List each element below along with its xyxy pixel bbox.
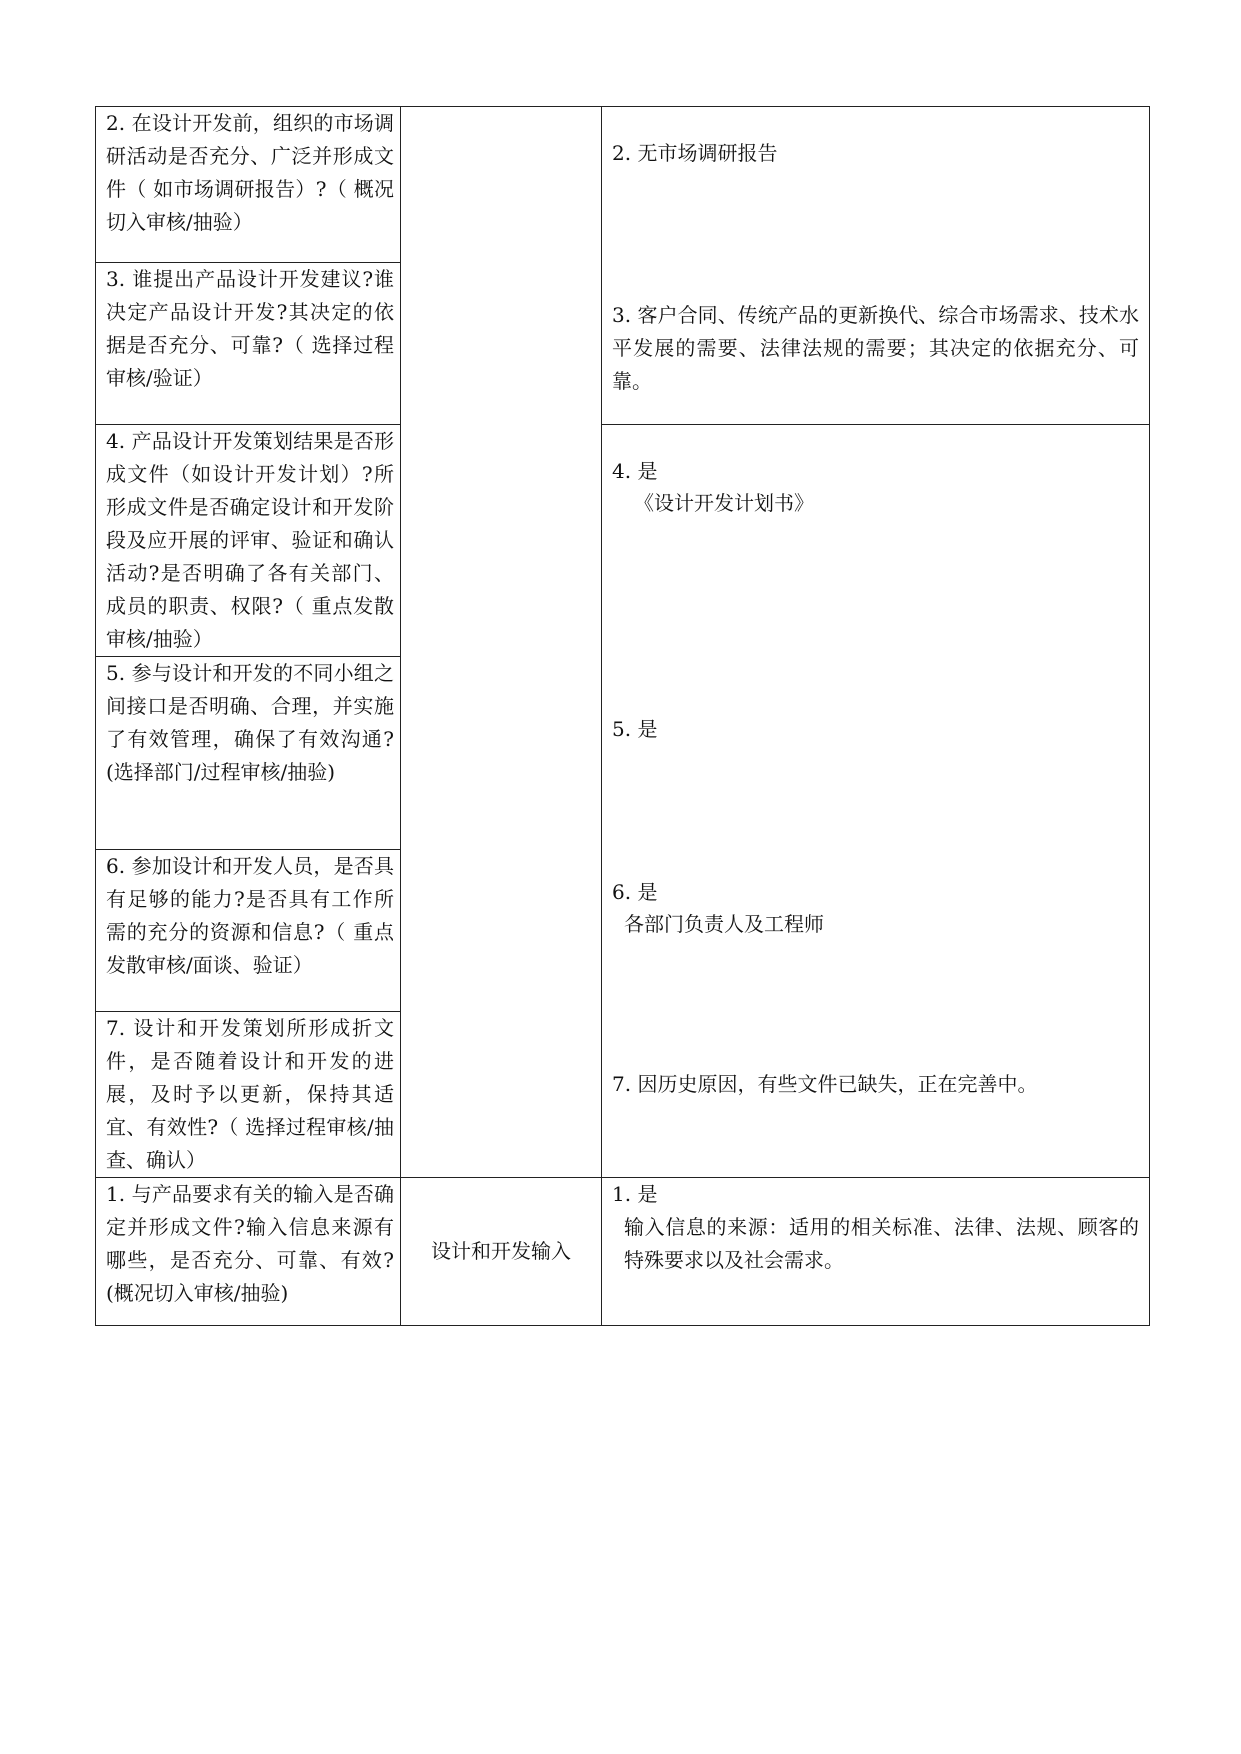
answer-line: 2. 无市场调研报告	[612, 141, 778, 165]
question-text: 2. 在设计开发前，组织的市场调研活动是否充分、广泛并形成文件（ 如市场调研报告）?（ 概况切入审核/抽验）	[106, 111, 394, 234]
question-text: 4. 产品设计开发策划结果是否形成文件（如设计开发计划）?所形成文件是否确定设计和开发阶段及应开展的评审、验证和确认活动?是否明确了各有关部门、成员的职责、权限?（ 重点发散审核/抽验）	[106, 429, 394, 651]
answer-line: 5. 是	[612, 717, 658, 741]
question-text: 6. 参加设计和开发人员，是否具有足够的能力?是否具有工作所需的充分的资源和信息?（ 重点发散审核/面谈、验证）	[106, 854, 394, 977]
answer-cell	[602, 107, 1150, 425]
category-cell	[401, 1178, 602, 1326]
answer-line: 7. 因历史原因，有些文件已缺失，正在完善中。	[612, 1072, 1038, 1096]
question-text: 5. 参与设计和开发的不同小组之间接口是否明确、合理，并实施了有效管理，确保了有效沟通?(选择部门/过程审核/抽验)	[106, 661, 394, 784]
answer-line: 各部门负责人及工程师	[624, 912, 824, 936]
answer-line: 《设计开发计划书》	[634, 491, 814, 515]
category-cell-empty	[401, 107, 602, 1178]
question-cell	[96, 425, 401, 657]
question-cell	[96, 107, 401, 263]
answer-cell	[602, 1178, 1150, 1326]
question-cell	[96, 1178, 401, 1326]
question-cell	[96, 263, 401, 425]
question-text: 1. 与产品要求有关的输入是否确定并形成文件?输入信息来源有哪些，是否充分、可靠、有效?(概况切入审核/抽验)	[106, 1182, 394, 1305]
table-row	[96, 425, 1150, 657]
answer-line: 3. 客户合同、传统产品的更新换代、综合市场需求、技术水平发展的需要、法律法规的需要；其决定的依据充分、可靠。	[612, 303, 1139, 393]
audit-checklist-table	[95, 106, 1150, 1326]
category-label: 设计和开发输入	[431, 1239, 571, 1263]
question-text: 3. 谁提出产品设计开发建议?谁决定产品设计开发?其决定的依据是否充分、可靠?（ 选择过程审核/验证）	[106, 267, 394, 390]
table-row	[96, 1178, 1150, 1326]
question-cell	[96, 657, 401, 850]
question-cell	[96, 1012, 401, 1178]
answer-cell	[602, 425, 1150, 1178]
answer-line: 6. 是	[612, 880, 658, 904]
answer-line: 4. 是	[612, 459, 658, 483]
question-cell	[96, 850, 401, 1012]
table-row	[96, 107, 1150, 263]
answer-line: 1. 是	[612, 1182, 658, 1206]
question-text: 7. 设计和开发策划所形成折文件，是否随着设计和开发的进展，及时予以更新，保持其适宜、有效性?（ 选择过程审核/抽查、确认）	[106, 1016, 394, 1172]
answer-line: 输入信息的来源：适用的相关标准、法律、法规、顾客的特殊要求以及社会需求。	[624, 1215, 1139, 1272]
